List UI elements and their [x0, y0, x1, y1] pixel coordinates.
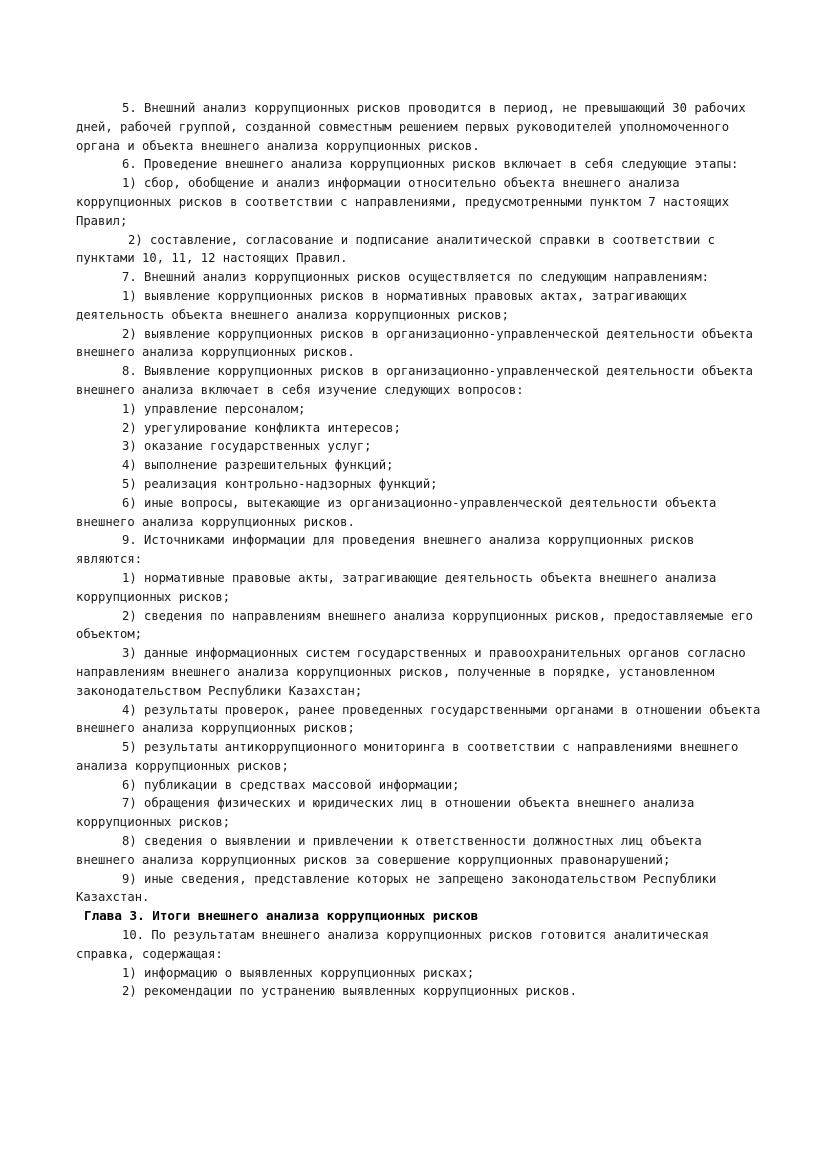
- list-item: 2) урегулирование конфликта интересов;: [122, 420, 401, 435]
- paragraph-9: 9. Источниками информации для проведения внешнего анализа коррупционных рисков являются:: [76, 533, 695, 567]
- list-item: 8) сведения о выявлении и привлечении к ответственности должностных лиц объекта внешнего анализа коррупционных рисков за совершение коррупционных правонарушений;: [76, 834, 702, 867]
- list-item: 2) составление, согласование и подписание аналитической справки в соответствии с пунктами 10, 11, 12 настоящих Правил.: [76, 232, 715, 266]
- list-item: 3) оказание государственных услуг;: [122, 439, 372, 454]
- document-body: [76, 99, 766, 1001]
- list-item: 5) результаты антикоррупционного мониторинга в соответствии с направлениями внешнего анализа коррупционных рисков;: [76, 740, 739, 773]
- list-item: 1) информацию о выявленных коррупционных рисках;: [122, 965, 475, 980]
- list-item: 6) публикации в средствах массовой информации;: [122, 777, 460, 792]
- list-item: 2) выявление коррупционных рисков в организационно-управленческой деятельности объекта внешнего анализа коррупционных рисков.: [76, 326, 754, 360]
- list-item: 3) данные информационных систем государственных и правоохранительных органов согласно направлениям внешнего анализа коррупционных рисков, полученные в порядке, установленном законодательством Республики Казахстан;: [76, 646, 746, 698]
- list-item: 2) сведения по направлениям внешнего анализа коррупционных рисков, предоставляемые его объектом;: [76, 608, 754, 642]
- list-item: 7) обращения физических и юридических лиц в отношении объекта внешнего анализа коррупционных рисков;: [76, 796, 695, 830]
- list-item: 5) реализация контрольно-надзорных функций;: [122, 476, 438, 491]
- paragraph-10: 10. По результатам внешнего анализа коррупционных рисков готовится аналитическая справка, содержащая:: [76, 928, 709, 961]
- list-item: 1) управление персоналом;: [122, 401, 306, 416]
- paragraph-8: 8. Выявление коррупционных рисков в организационно-управленческой деятельности объекта внешнего анализа включает в себя изучение следующих вопросов:: [76, 364, 754, 397]
- paragraph-6: 6. Проведение внешнего анализа коррупционных рисков включает в себя следующие этапы:: [122, 157, 739, 172]
- list-item: 4) выполнение разрешительных функций;: [122, 458, 394, 473]
- list-item: 6) иные вопросы, вытекающие из организационно-управленческой деятельности объекта внешнего анализа коррупционных рисков.: [76, 495, 717, 529]
- list-item: 9) иные сведения, представление которых не запрещено законодательством Республики Казахстан.: [76, 871, 717, 905]
- list-item: 1) выявление коррупционных рисков в нормативных правовых актах, затрагивающих деятельность объекта внешнего анализа коррупционных рисков;: [76, 288, 687, 322]
- chapter-heading: Глава 3. Итоги внешнего анализа коррупционных рисков: [84, 908, 479, 924]
- paragraph-7: 7. Внешний анализ коррупционных рисков осуществляется по следующим направлениям:: [122, 270, 709, 285]
- list-item: 1) нормативные правовые акты, затрагивающие деятельность объекта внешнего анализа коррупционных рисков;: [76, 570, 717, 604]
- list-item: 4) результаты проверок, ранее проведенных государственными органами в отношении объекта внешнего анализа коррупционных рисков;: [76, 702, 761, 736]
- list-item: 2) рекомендации по устранению выявленных коррупционных рисков.: [122, 984, 577, 999]
- paragraph-5: 5. Внешний анализ коррупционных рисков проводится в период, не превышающий 30 рабочих дней, рабочей группой, созданной совместным решением первых руководителей уполномоченного органа и объекта внешнего анализа коррупционных рисков.: [76, 101, 746, 153]
- list-item: 1) сбор, обобщение и анализ информации относительно объекта внешнего анализа коррупционных рисков в соответствии с направлениями, предусмотренными пунктом 7 настоящих Правил;: [76, 176, 730, 228]
